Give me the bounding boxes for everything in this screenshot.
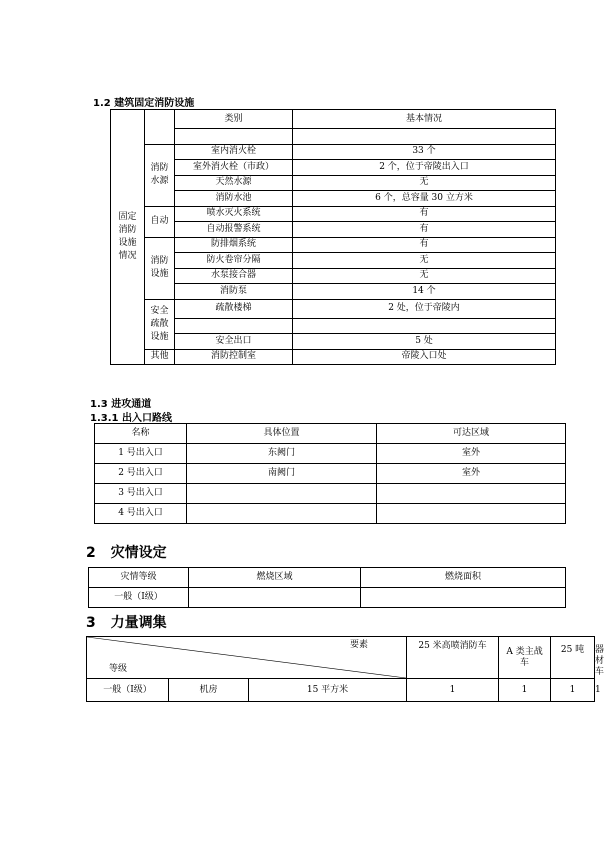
section-3-heading: 力量调集 — [110, 615, 167, 631]
table-row — [111, 253, 556, 269]
force-deployment-table — [86, 636, 604, 702]
group-other: 其他 — [145, 349, 175, 365]
section-3-number: 3 — [86, 615, 96, 631]
entrance-routes-table — [94, 423, 566, 524]
fire-facilities-table — [110, 109, 556, 365]
corner-top-label: 要素 — [350, 640, 369, 650]
item-value: 5 处 — [293, 334, 556, 350]
table-row — [111, 299, 556, 318]
entrance-name: 2 号出入口 — [95, 464, 187, 484]
corner-bottom-label: 等级 — [109, 664, 128, 674]
table-row — [95, 424, 566, 444]
item-name: 疏散楼梯 — [175, 299, 293, 318]
entrance-name: 4 号出入口 — [95, 504, 187, 524]
table-row — [111, 318, 556, 334]
count: 1 — [551, 679, 595, 702]
header-type: 类别 — [175, 110, 293, 129]
entrance-location: 东阙门 — [187, 444, 377, 464]
col-header: 25 米高喷消防车 — [407, 637, 499, 679]
entrance-area: 室外 — [377, 464, 566, 484]
item-name: 消防控制室 — [175, 349, 293, 365]
table-row — [111, 160, 556, 176]
table-row — [111, 206, 556, 222]
entrance-location: 南阙门 — [187, 464, 377, 484]
entrance-name: 1 号出入口 — [95, 444, 187, 464]
group-evac: 安全疏散设施 — [145, 299, 175, 349]
item-name: 安全出口 — [175, 334, 293, 350]
item-value: 2 个，位于帝陵出入口 — [293, 160, 556, 176]
item-name: 自动报警系统 — [175, 222, 293, 238]
outer-category-label: 固定消防设施情况 — [111, 110, 145, 365]
table-row — [111, 237, 556, 253]
table-row — [111, 334, 556, 350]
col-header: 燃烧面积 — [361, 568, 566, 588]
item-value: 有 — [293, 222, 556, 238]
col-header: 可达区域 — [377, 424, 566, 444]
table-row — [95, 484, 566, 504]
section-2-number: 2 — [86, 545, 96, 561]
item-name: 防火卷帘分隔 — [175, 253, 293, 269]
item-name: 消防泵 — [175, 284, 293, 300]
table-row — [111, 110, 556, 129]
item-value: 帝陵入口处 — [293, 349, 556, 365]
entrance-area — [377, 484, 566, 504]
section-3-title — [86, 612, 167, 632]
entrance-location — [187, 504, 377, 524]
item-value: 无 — [293, 268, 556, 284]
item-value: 33 个 — [293, 144, 556, 160]
section-2-heading: 灾情设定 — [110, 545, 167, 561]
col-header: 25 吨 — [551, 637, 595, 679]
table-row — [111, 349, 556, 365]
item-name: 消防水池 — [175, 191, 293, 207]
burn-size — [361, 588, 566, 608]
item-name: 天然水源 — [175, 175, 293, 191]
level: 一般（Ⅰ级） — [87, 679, 169, 702]
col-header: A 类主战车 — [499, 637, 551, 679]
section-1-3-1-title: 1.3.1 出入口路线 — [90, 413, 172, 424]
item-value: 有 — [293, 237, 556, 253]
table-row — [111, 222, 556, 238]
group-water: 消防水源 — [145, 144, 175, 206]
item-value: 6 个，总容量 30 立方米 — [293, 191, 556, 207]
col-header: 名称 — [95, 424, 187, 444]
disaster-level: 一般（Ⅰ级） — [89, 588, 189, 608]
entrance-area — [377, 504, 566, 524]
entrance-area: 室外 — [377, 444, 566, 464]
section-1-2-title: 1.2 建筑固定消防设施 — [93, 98, 195, 109]
group-facility: 消防设施 — [145, 237, 175, 299]
table-row — [95, 504, 566, 524]
table-row: 一般（Ⅰ级） 机房 15 平方米 1 1 1 1 — [87, 679, 595, 702]
count: 1 — [499, 679, 551, 702]
area: 15 平方米 — [249, 679, 407, 702]
header-status: 基本情况 — [293, 110, 556, 129]
table-row: 要素 等级 25 米高喷消防车 A 类主战车 25 吨 器材车 — [87, 637, 595, 679]
table-row — [111, 144, 556, 160]
burn-area — [189, 588, 361, 608]
item-value: 14 个 — [293, 284, 556, 300]
entrance-location — [187, 484, 377, 504]
table-row — [89, 588, 566, 608]
table-row — [89, 568, 566, 588]
disaster-setting-table — [88, 567, 566, 608]
table-row — [111, 175, 556, 191]
table-row — [111, 284, 556, 300]
table-row — [111, 129, 556, 145]
entrance-name: 3 号出入口 — [95, 484, 187, 504]
corner-header — [87, 637, 407, 679]
count: 1 — [407, 679, 499, 702]
item-value: 有 — [293, 206, 556, 222]
section-2-title — [86, 542, 167, 562]
group-auto: 自动 — [145, 206, 175, 237]
table-row — [111, 268, 556, 284]
col-header: 燃烧区域 — [189, 568, 361, 588]
col-header: 灾情等级 — [89, 568, 189, 588]
col-header: 具体位置 — [187, 424, 377, 444]
item-value: 无 — [293, 175, 556, 191]
item-name: 水泵接合器 — [175, 268, 293, 284]
item-name: 防排烟系统 — [175, 237, 293, 253]
table-row — [111, 191, 556, 207]
table-row — [95, 464, 566, 484]
item-name: 喷水灭火系统 — [175, 206, 293, 222]
item-value: 2 处，位于帝陵内 — [293, 299, 556, 318]
item-name: 室外消火栓（市政） — [175, 160, 293, 176]
location: 机房 — [169, 679, 249, 702]
section-1-3-title: 1.3 进攻通道 — [90, 399, 152, 410]
item-value: 无 — [293, 253, 556, 269]
item-name: 室内消火栓 — [175, 144, 293, 160]
table-row — [95, 444, 566, 464]
